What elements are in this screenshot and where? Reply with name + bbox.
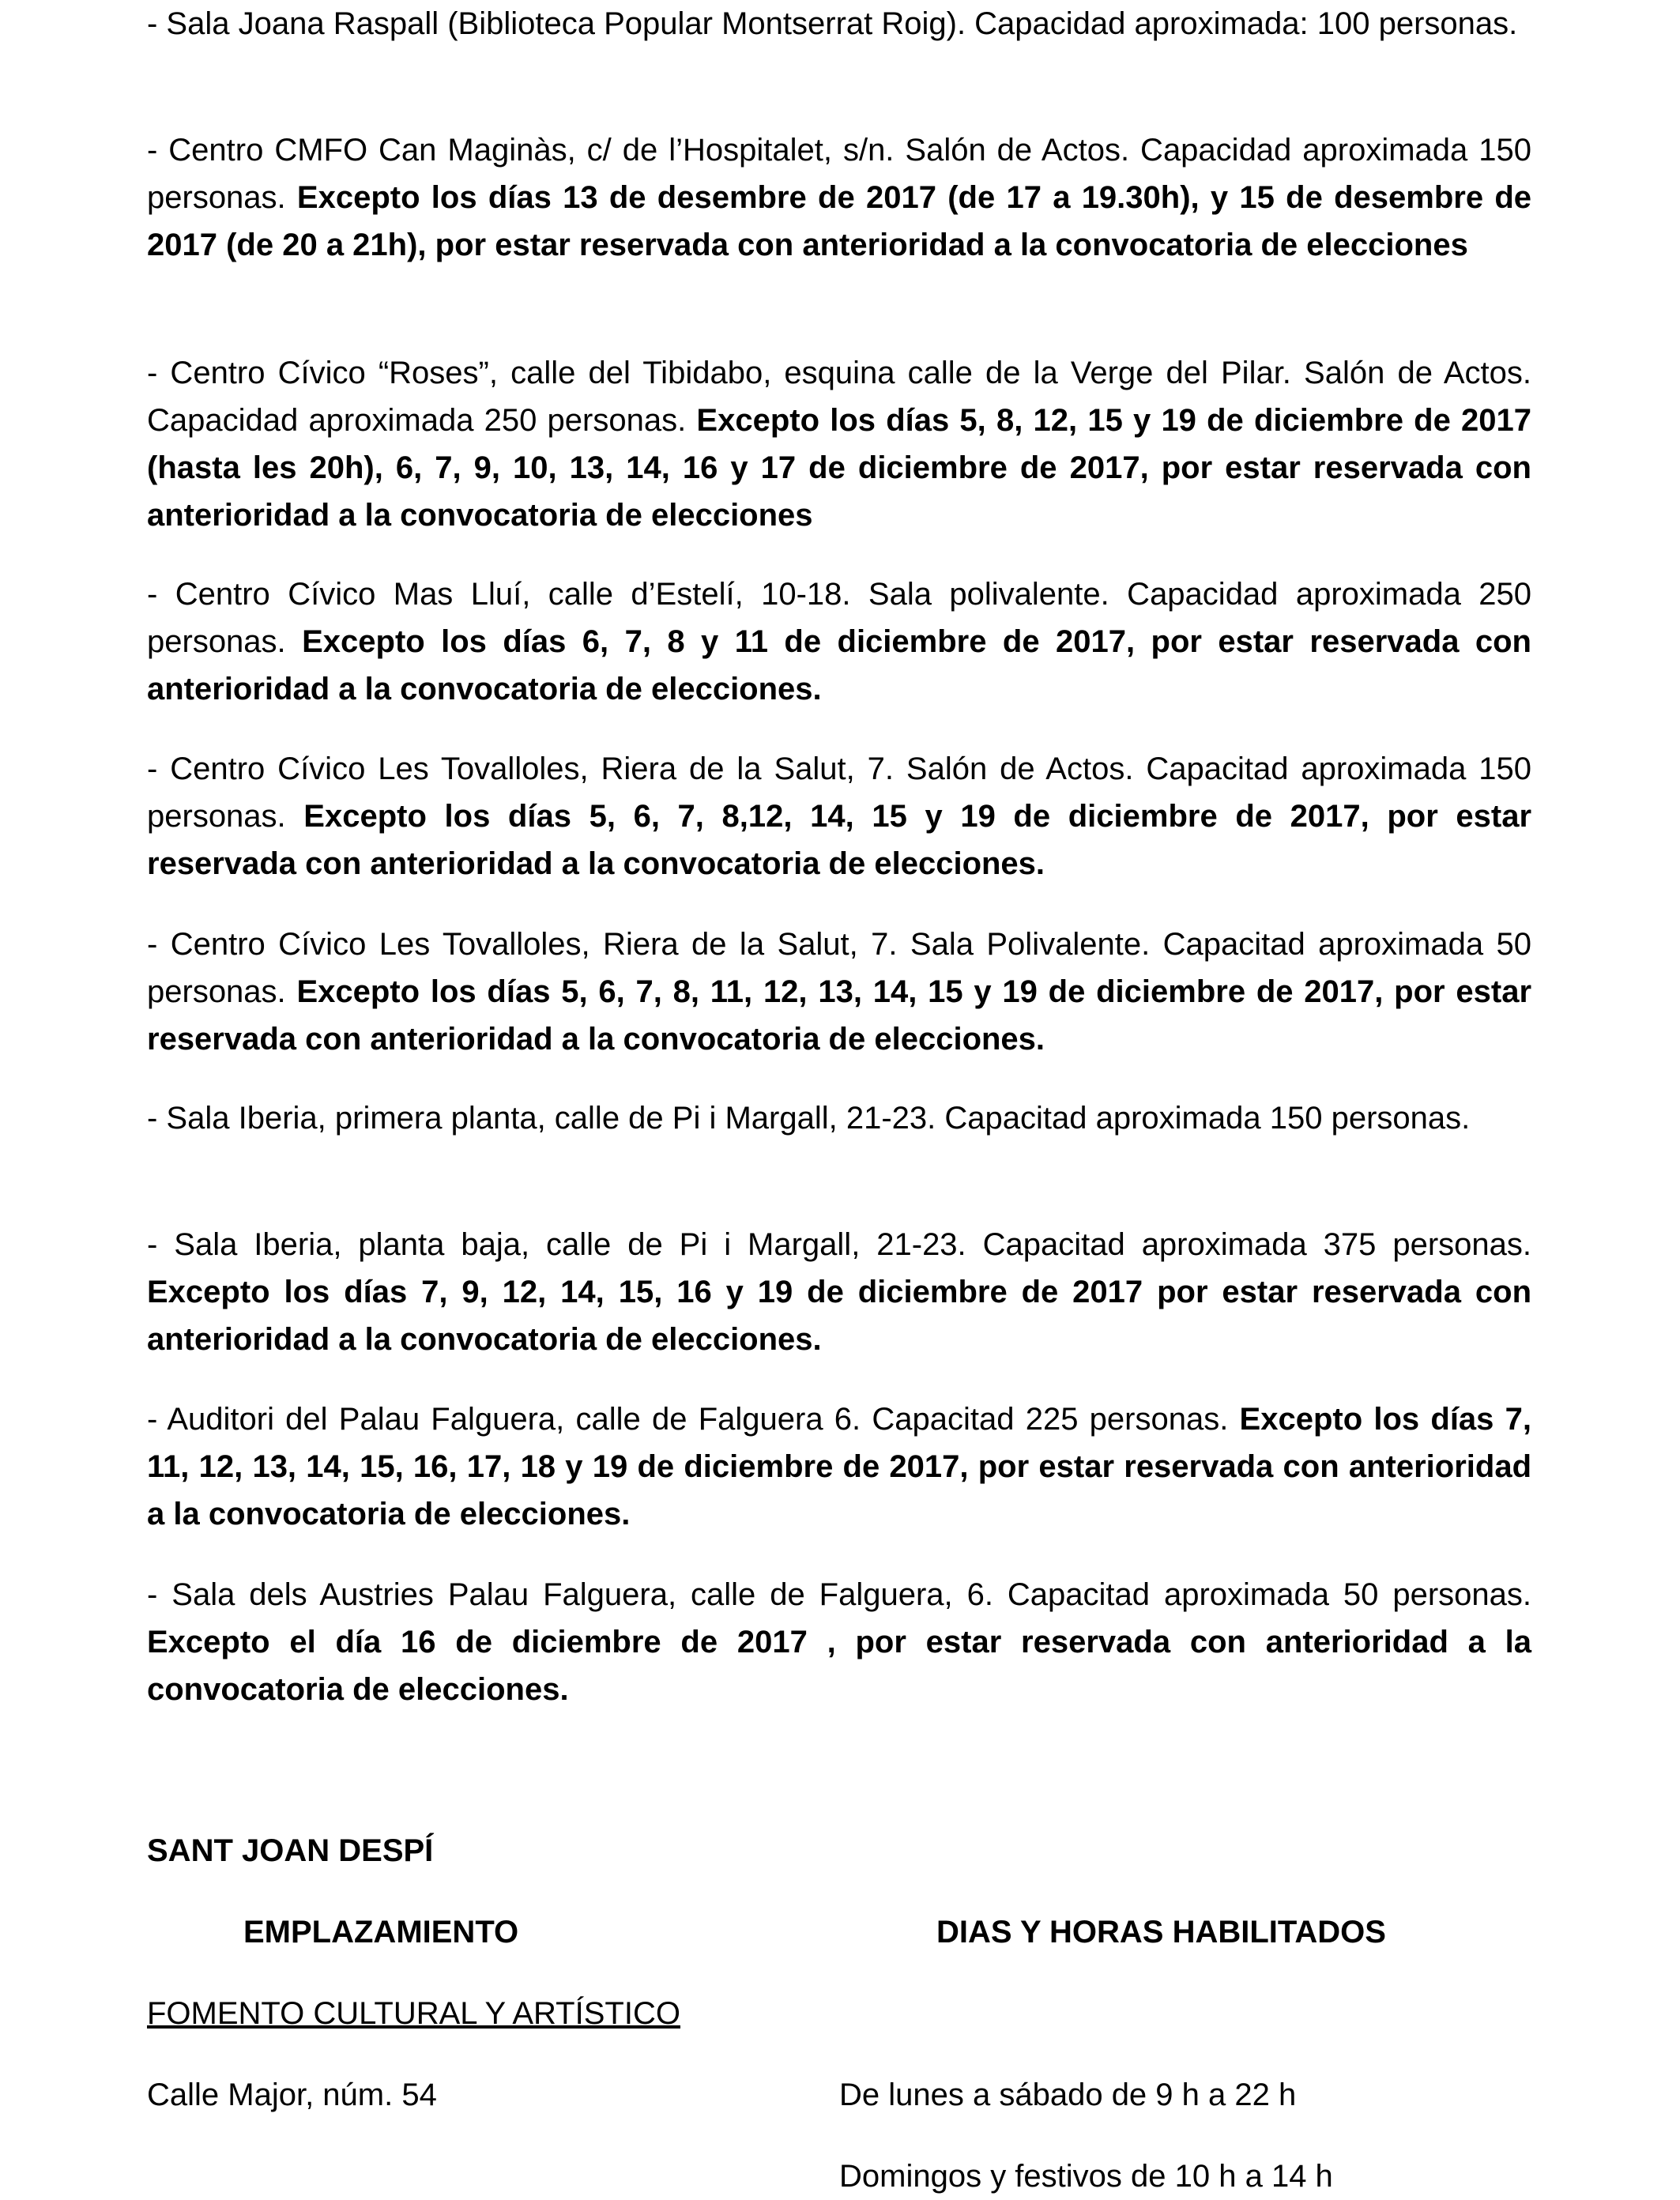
venue-text: - Centro Cívico Mas Lluí, calle d’Estelí, 10-18. Sala polivalente. Capacidad aproximada 250 personas. [147,577,1531,659]
venue-text: - Auditori del Palau Falguera, calle de Falguera 6. Capacitad 225 personas. [147,1402,1240,1437]
place-address: Calle Major, núm. 54 [147,2078,437,2112]
location-column-header: EMPLAZAMIENTO [243,1915,519,1949]
venue-exception: Excepto los días 5, 6, 7, 8, 11, 12, 13, 14, 15 y 19 de diciembre de 2017, por estar reservada con anterioridad a la convocatoria de elecciones. [147,974,1532,1057]
venue-text: - Centro Cívico Les Tovalloles, Riera de la Salut, 7. Sala Polivalente. Capacitad aproximada 50 personas. [147,927,1531,1009]
venue-text: - Sala Joana Raspall (Biblioteca Popular Montserrat Roig). Capacidad aproximada: 100 personas. [147,6,1518,41]
schedule-weekdays: De lunes a sábado de 9 h a 22 h [839,2078,1297,2112]
venue-paragraph [147,745,1531,887]
municipality-heading: SANT JOAN DESPÍ [147,1833,434,1868]
venue-paragraph [147,1571,1531,1713]
venue-exception: Excepto los días 6, 7, 8 y 11 de diciembre de 2017, por estar reservada con anterioridad a la convocatoria de elecciones. [147,624,1531,706]
place-name: FOMENTO CULTURAL Y ARTÍSTICO [147,1996,680,2031]
venue-text: - Sala Iberia, primera planta, calle de Pi i Margall, 21-23. Capacitad aproximada 150 personas. [147,1101,1471,1136]
venue-paragraph [147,126,1531,269]
venue-paragraph [147,1221,1531,1363]
venue-paragraph [147,571,1531,713]
venue-exception: Excepto los días 7, 11, 12, 13, 14, 15, 16, 17, 18 y 19 de diciembre de 2017, por estar reservada con anterioridad a la convocatoria de elecciones. [147,1402,1531,1531]
venue-text: - Centro Cívico Les Tovalloles, Riera de la Salut, 7. Salón de Actos. Capacitad aproximada 150 personas. [147,752,1531,834]
venue-paragraph [147,1094,1531,1142]
venue-paragraph [147,1396,1531,1538]
venue-exception: Excepto los días 13 de desembre de 2017 (de 17 a 19.30h), y 15 de desembre de 2017 (de 20 a 21h), por estar reservada con anterioridad a la convocatoria de elecciones [147,180,1531,262]
venue-text: - Sala dels Austries Palau Falguera, calle de Falguera, 6. Capacitad aproximada 50 personas. [147,1577,1531,1612]
venue-paragraph [147,349,1531,539]
venue-exception: Excepto el día 16 de diciembre de 2017 , por estar reservada con anterioridad a la convocatoria de elecciones. [147,1625,1531,1707]
schedule-weekends: Domingos y festivos de 10 h a 14 h [839,2159,1333,2194]
venue-exception: Excepto los días 5, 8, 12, 15 y 19 de diciembre de 2017 (hasta les 20h), 6, 7, 9, 10, 13, 14, 16 y 17 de diciembre de 2017, por estar reservada con anterioridad a la convocatoria de elecciones [147,403,1531,533]
venue-text: - Centro Cívico “Roses”, calle del Tibidabo, esquina calle de la Verge del Pilar. Salón de Actos. Capacidad aproximada 250 personas. [147,356,1531,438]
venue-text: - Sala Iberia, planta baja, calle de Pi i Margall, 21-23. Capacitad aproximada 375 personas. [147,1227,1531,1262]
venue-paragraph [147,921,1531,1063]
venue-paragraph [147,0,1531,47]
venue-exception: Excepto los días 7, 9, 12, 14, 15, 16 y 19 de diciembre de 2017 por estar reservada con anterioridad a la convocatoria de elecciones. [147,1275,1531,1357]
venue-exception: Excepto los días 5, 6, 7, 8,12, 14, 15 y 19 de diciembre de 2017, por estar reservada con anterioridad a la convocatoria de elecciones. [147,799,1532,881]
schedule-column-header: DIAS Y HORAS HABILITADOS [936,1915,1386,1949]
venue-text: - Centro CMFO Can Maginàs, c/ de l’Hospitalet, s/n. Salón de Actos. Capacidad aproximada 150 personas. [147,133,1531,215]
